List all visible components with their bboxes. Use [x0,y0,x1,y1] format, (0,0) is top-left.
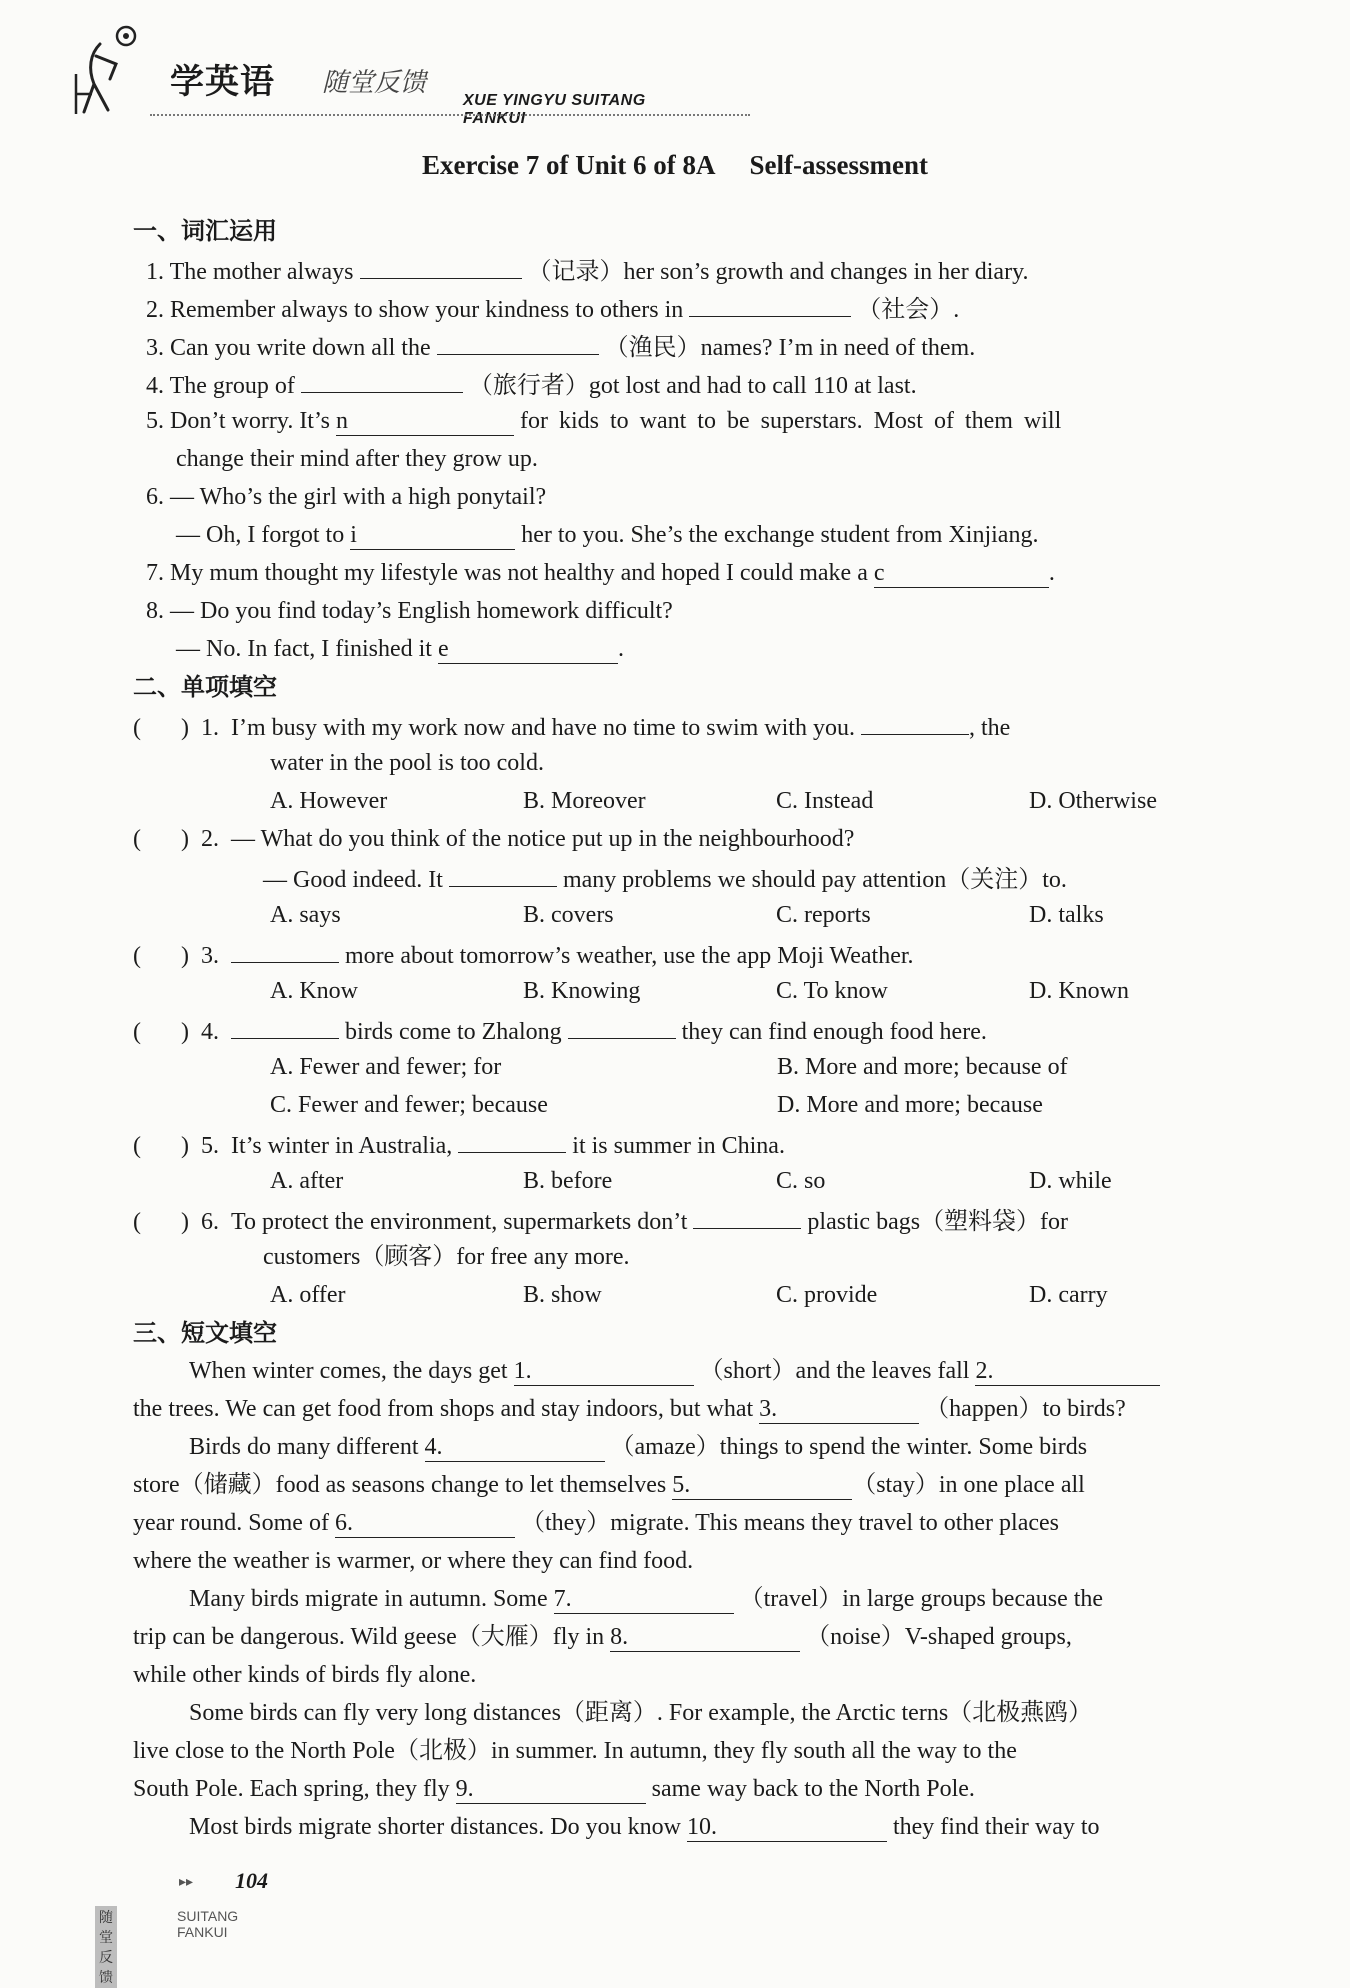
option-b[interactable]: B. show [523,1282,602,1308]
question-2: 2. Remember always to show your kindness to others in （社会）. [146,288,1283,326]
question-3: 3. Can you write down all the （渔民）names? I’m in need of them. [146,326,1283,364]
passage-line: Birds do many different 4. （amaze）things to spend the winter. Some birds [189,1434,1088,1460]
option-a[interactable]: A. offer [270,1282,346,1308]
passage-line: while other kinds of birds fly alone. [133,1662,477,1688]
footer-badge: 随堂反馈 [95,1906,117,1988]
answer-bracket[interactable]: ( ) [133,1133,189,1159]
passage-line: trip can be dangerous. Wild geese（大雁）fly in 8. （noise）V-shaped groups, [133,1624,1072,1650]
footer-badge-en: SUITANG FANKUI [177,1908,239,1940]
page-title [0,150,1350,181]
arrow-icon: ▸▸ [179,1875,194,1890]
section-choice [133,706,1283,1314]
passage-line: When winter comes, the days get 1. （short）and the leaves fall 2. [133,1352,1283,1390]
option-b[interactable]: B. before [523,1168,613,1194]
title-part1: Exercise 7 of Unit 6 of 8A [422,150,716,180]
mc-options-6 [133,1276,1283,1314]
section-heading-vocab: 一、词汇运用 [133,217,277,245]
passage-line: the trees. We can get food from shops and stay indoors, but what 3. （happen）to birds? [133,1396,1126,1422]
answer-bracket[interactable]: ( ) [133,715,189,741]
answer-blank[interactable]: 3. [759,1395,919,1424]
option-d[interactable]: D. while [1029,1168,1112,1194]
option-d[interactable]: D. Known [1029,978,1129,1004]
mc-question-6: ( ) 6. To protect the environment, supermarkets don’t plastic bags（塑料袋）for [133,1200,1283,1238]
option-c[interactable]: C. Fewer and fewer; because [270,1092,548,1118]
passage-line: Most birds migrate shorter distances. Do you know 10. they find their way to [189,1814,1100,1840]
option-b[interactable]: B. More and more; because of [777,1054,1068,1080]
answer-bracket[interactable]: ( ) [133,1019,189,1045]
option-b[interactable]: B. covers [523,902,614,928]
page-header [70,14,700,127]
question-5-cont: change their mind after they grow up. [176,446,538,472]
option-d[interactable]: D. More and more; because [777,1092,1043,1118]
header-cn-subtitle: 随堂反馈 [322,68,427,98]
question-7: 7. My mum thought my lifestyle was not healthy and hoped I could make a c . [146,560,1055,586]
answer-blank[interactable] [568,1010,676,1039]
mc-question-5: ( ) 5. It’s winter in Australia, it is summer in China. [133,1124,1283,1162]
option-a[interactable]: A. says [270,902,341,928]
answer-blank[interactable]: n [336,407,514,436]
answer-blank[interactable]: c [874,559,1049,588]
answer-blank[interactable] [689,288,851,317]
mc-question-1: ( ) 1. I’m busy with my work now and have no time to swim with you. , the [133,706,1283,744]
passage-line: Some birds can fly very long distances（距离）. For example, the Arctic terns（北极燕鸥） [189,1700,1093,1726]
option-d[interactable]: D. carry [1029,1282,1108,1308]
answer-blank[interactable]: 2. [975,1357,1160,1386]
mc-options-4a [133,1048,1283,1086]
mc-question-1-cont: water in the pool is too cold. [270,750,544,776]
option-a[interactable]: A. Fewer and fewer; for [270,1054,502,1080]
option-a[interactable]: A. However [270,788,388,814]
mc-question-2-cont: — Good indeed. It many problems we should pay attention（关注）to. [133,858,1283,896]
mc-options-2 [133,896,1283,934]
answer-blank[interactable]: 1. [514,1357,694,1386]
section-heading-choice: 二、单项填空 [133,673,277,701]
header-cn-title: 学英语 [170,62,275,102]
mc-question-6-cont: customers（顾客）for free any more. [263,1244,630,1270]
answer-blank[interactable] [693,1200,801,1229]
answer-blank[interactable] [231,934,339,963]
answer-blank[interactable]: 4. [425,1433,605,1462]
passage-line: South Pole. Each spring, they fly 9. same way back to the North Pole. [133,1776,975,1802]
answer-blank[interactable]: 10. [687,1813,887,1842]
question-8: 8. — Do you find today’s English homework difficult? [146,598,673,624]
section-passage [133,1352,1283,1846]
answer-blank[interactable] [301,364,463,393]
option-c[interactable]: C. Instead [776,788,874,814]
question-6-reply: — Oh, I forgot to i her to you. She’s the exchange student from Xinjiang. [176,522,1039,548]
passage-line: where the weather is warmer, or where they can find food. [133,1548,694,1574]
option-c[interactable]: C. reports [776,902,871,928]
option-b[interactable]: B. Knowing [523,978,641,1004]
passage-line: store（储藏）food as seasons change to let themselves 5. （stay）in one place all [133,1472,1085,1498]
worksheet-body [133,212,1283,1846]
question-5: 5. Don’t worry. It’s n for kids to want to be superstars. Most of them will [146,408,1062,434]
mc-question-2: ( ) 2. — What do you think of the notice put up in the neighbourhood? [133,820,1283,858]
page-number: 104 [235,1868,268,1893]
header-en-title: XUE YINGYU SUITANG FANKUI [463,92,646,127]
answer-blank[interactable] [449,858,557,887]
answer-bracket[interactable]: ( ) [133,943,189,969]
mc-question-4: ( ) 4. birds come to Zhalong they can find enough food here. [133,1010,1283,1048]
question-8-reply: — No. In fact, I finished it e . [176,636,624,662]
answer-blank[interactable]: e [438,635,618,664]
answer-blank[interactable]: i [350,521,515,550]
question-6: 6. — Who’s the girl with a high ponytail? [146,484,547,510]
header-divider [150,114,750,116]
option-a[interactable]: A. after [270,1168,344,1194]
passage-line: live close to the North Pole（北极）in summer. In autumn, they fly south all the way to the [133,1738,1017,1764]
option-c[interactable]: C. provide [776,1282,878,1308]
answer-bracket[interactable]: ( ) [133,826,189,852]
passage-line: year round. Some of 6. （they）migrate. This means they travel to other places [133,1510,1060,1536]
title-part2: Self-assessment [749,150,928,180]
mc-options-3 [133,972,1283,1010]
answer-blank[interactable]: 8. [610,1623,800,1652]
reading-figure-icon [70,24,150,119]
mc-options-4b [133,1086,1283,1124]
answer-bracket[interactable]: ( ) [133,1209,189,1235]
answer-blank[interactable]: 5. [672,1471,852,1500]
answer-blank[interactable] [437,326,599,355]
answer-blank[interactable] [458,1124,566,1153]
answer-blank[interactable] [231,1010,339,1039]
option-d[interactable]: D. talks [1029,902,1104,928]
section-heading-passage: 三、短文填空 [133,1319,277,1347]
option-b[interactable]: B. Moreover [523,788,646,814]
answer-blank[interactable] [360,250,522,279]
answer-blank[interactable]: 7. [554,1585,734,1614]
passage-line: Many birds migrate in autumn. Some 7. （travel）in large groups because the [189,1586,1104,1612]
mc-question-3: ( ) 3. more about tomorrow’s weather, use the app Moji Weather. [133,934,1283,972]
answer-blank[interactable]: 9. [456,1775,646,1804]
mc-options-1 [133,782,1283,820]
section-vocab [133,250,1283,668]
question-4: 4. The group of （旅行者）got lost and had to call 110 at last. [146,364,1283,402]
option-c[interactable]: C. To know [776,978,888,1004]
answer-blank[interactable]: 6. [335,1509,515,1538]
answer-blank[interactable] [861,706,969,735]
mc-options-5 [133,1162,1283,1200]
option-a[interactable]: A. Know [270,978,358,1004]
question-1: 1. The mother always （记录）her son’s growth and changes in her diary. [146,250,1283,288]
option-d[interactable]: D. Otherwise [1029,788,1157,814]
option-c[interactable]: C. so [776,1168,826,1194]
